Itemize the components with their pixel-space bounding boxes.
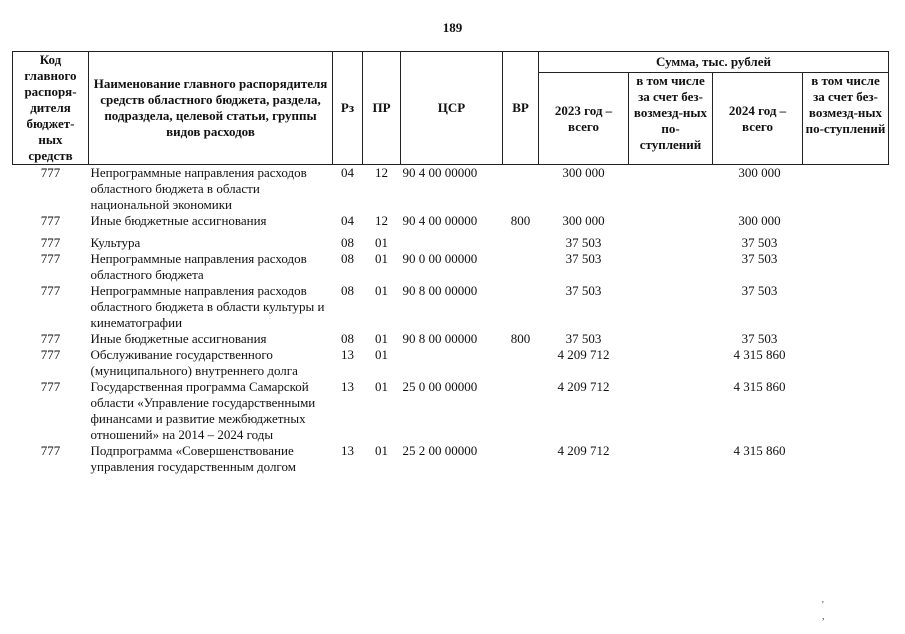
row-2023-free bbox=[629, 251, 713, 283]
row-2024-free bbox=[803, 229, 889, 251]
row-rz: 08 bbox=[341, 331, 354, 346]
row-pr: 01 bbox=[375, 379, 388, 394]
row-rz: 04 bbox=[341, 165, 354, 180]
row-vr: 800 bbox=[510, 213, 531, 228]
row-2023-total: 37 503 bbox=[565, 331, 602, 346]
header-sum-group: Сумма, тыс. рублей bbox=[539, 52, 889, 73]
row-csr: 25 2 00 00000 bbox=[402, 443, 478, 458]
row-csr bbox=[401, 229, 503, 251]
table-row bbox=[13, 213, 889, 229]
header-code: Код главного распоря-дителя бюджет-ных средств bbox=[13, 52, 89, 165]
row-name: Непрограммные направления расходов областного бюджета bbox=[90, 251, 307, 282]
row-2023-total: 37 503 bbox=[565, 235, 602, 250]
row-2023-total: 37 503 bbox=[565, 251, 602, 266]
header-name: Наименование главного распорядителя средств областного бюджета, раздела, подраздела, целевой статьи, группы видов расходов bbox=[89, 52, 333, 165]
row-name: Иные бюджетные ассигнования bbox=[90, 213, 267, 228]
budget-table bbox=[12, 51, 889, 475]
row-2024-free bbox=[803, 347, 889, 379]
row-2023-free bbox=[629, 347, 713, 379]
table-row bbox=[13, 443, 889, 475]
row-code: 777 bbox=[40, 283, 61, 298]
table-row bbox=[13, 165, 889, 214]
row-rz: 04 bbox=[341, 213, 354, 228]
row-2024-free bbox=[803, 443, 889, 475]
row-rz: 13 bbox=[341, 443, 354, 458]
row-2024-total: 4 315 860 bbox=[733, 379, 786, 394]
row-2023-total: 300 000 bbox=[562, 165, 605, 180]
row-2024-total: 300 000 bbox=[738, 165, 781, 180]
row-code: 777 bbox=[40, 443, 61, 458]
row-2024-total: 37 503 bbox=[741, 283, 778, 298]
row-vr bbox=[503, 443, 539, 475]
row-vr bbox=[503, 283, 539, 331]
row-name: Обслуживание государственного (муниципального) внутреннего долга bbox=[90, 347, 298, 378]
row-pr: 12 bbox=[375, 213, 388, 228]
row-pr: 01 bbox=[375, 251, 388, 266]
header-csr: ЦСР bbox=[401, 52, 503, 165]
header-2024-free: в том числе за счет без-возмезд-ных по-ступлений bbox=[803, 73, 889, 165]
row-2024-free bbox=[803, 251, 889, 283]
row-csr: 90 4 00 00000 bbox=[402, 165, 478, 180]
row-2023-total: 37 503 bbox=[565, 283, 602, 298]
row-2024-total: 37 503 bbox=[741, 331, 778, 346]
row-2023-free bbox=[629, 213, 713, 229]
header-pr: ПР bbox=[363, 52, 401, 165]
row-code: 777 bbox=[40, 379, 61, 394]
row-pr: 01 bbox=[375, 235, 388, 250]
table-row bbox=[13, 251, 889, 283]
table-row bbox=[13, 283, 889, 331]
row-rz: 08 bbox=[341, 283, 354, 298]
row-2023-free bbox=[629, 283, 713, 331]
table-row bbox=[13, 229, 889, 251]
scan-marks: ' , bbox=[822, 600, 861, 622]
row-name: Подпрограмма «Совершенствование управления государственным долгом bbox=[90, 443, 296, 474]
header-rz: Рз bbox=[333, 52, 363, 165]
row-rz: 08 bbox=[341, 251, 354, 266]
row-2024-total: 4 315 860 bbox=[733, 443, 786, 458]
row-rz: 13 bbox=[341, 379, 354, 394]
row-2024-total: 4 315 860 bbox=[733, 347, 786, 362]
header-2024-total: 2024 год – всего bbox=[713, 73, 803, 165]
row-code: 777 bbox=[40, 251, 61, 266]
row-csr: 90 0 00 00000 bbox=[402, 251, 478, 266]
row-name: Культура bbox=[90, 235, 141, 250]
row-rz: 08 bbox=[341, 235, 354, 250]
row-vr bbox=[503, 165, 539, 214]
row-2023-free bbox=[629, 165, 713, 214]
table-header-row bbox=[13, 52, 889, 73]
row-2023-free bbox=[629, 379, 713, 443]
row-2023-total: 300 000 bbox=[562, 213, 605, 228]
row-2024-free bbox=[803, 331, 889, 347]
row-vr bbox=[503, 251, 539, 283]
row-2024-total: 300 000 bbox=[738, 213, 781, 228]
row-vr bbox=[503, 347, 539, 379]
row-pr: 01 bbox=[375, 331, 388, 346]
row-csr: 90 8 00 00000 bbox=[402, 283, 478, 298]
row-name: Государственная программа Самарской области «Управление государственными финансами и развитие межбюджетных отношений» на 2014 – 2024 годы bbox=[90, 379, 316, 442]
header-vr: ВР bbox=[503, 52, 539, 165]
row-2023-free bbox=[629, 331, 713, 347]
header-2023-total: 2023 год – всего bbox=[539, 73, 629, 165]
row-code: 777 bbox=[40, 213, 61, 228]
row-2023-total: 4 209 712 bbox=[557, 443, 610, 458]
table-row bbox=[13, 331, 889, 347]
row-name: Непрограммные направления расходов областного бюджета в области национальной экономики bbox=[90, 165, 307, 212]
row-code: 777 bbox=[40, 235, 61, 250]
row-2024-free bbox=[803, 165, 889, 214]
row-pr: 01 bbox=[375, 443, 388, 458]
row-rz: 13 bbox=[341, 347, 354, 362]
table-row bbox=[13, 379, 889, 443]
row-pr: 01 bbox=[375, 283, 388, 298]
row-name: Непрограммные направления расходов областного бюджета в области культуры и кинематографии bbox=[90, 283, 325, 330]
row-2023-free bbox=[629, 443, 713, 475]
row-2024-total: 37 503 bbox=[741, 251, 778, 266]
row-vr bbox=[503, 379, 539, 443]
row-name: Иные бюджетные ассигнования bbox=[90, 331, 267, 346]
row-2023-total: 4 209 712 bbox=[557, 347, 610, 362]
header-2023-free: в том числе за счет без-возмезд-ных по-ступлений bbox=[629, 73, 713, 165]
row-code: 777 bbox=[40, 347, 61, 362]
row-csr: 90 8 00 00000 bbox=[402, 331, 478, 346]
row-2024-free bbox=[803, 213, 889, 229]
row-csr: 25 0 00 00000 bbox=[402, 379, 478, 394]
row-code: 777 bbox=[40, 165, 61, 180]
row-pr: 01 bbox=[375, 347, 388, 362]
row-2024-free bbox=[803, 379, 889, 443]
row-code: 777 bbox=[40, 331, 61, 346]
row-pr: 12 bbox=[375, 165, 388, 180]
row-csr bbox=[401, 347, 503, 379]
row-vr: 800 bbox=[510, 331, 531, 346]
row-vr bbox=[503, 229, 539, 251]
row-2024-total: 37 503 bbox=[741, 235, 778, 250]
table-row bbox=[13, 347, 889, 379]
row-csr: 90 4 00 00000 bbox=[402, 213, 478, 228]
page-number: 189 bbox=[442, 20, 463, 35]
row-2023-total: 4 209 712 bbox=[557, 379, 610, 394]
row-2024-free bbox=[803, 283, 889, 331]
row-2023-free bbox=[629, 229, 713, 251]
